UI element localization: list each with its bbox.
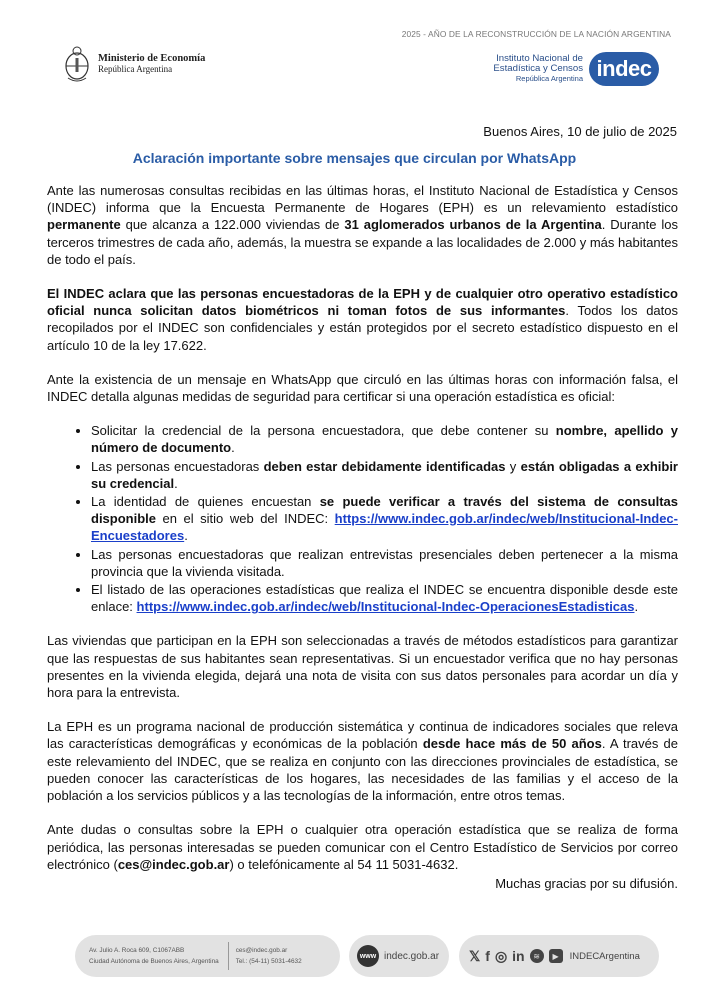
b4-text: Las personas encuestadoras que realizan entrevistas presenciales deben pertenecer a la misma provincia que la vivienda visitada. — [91, 546, 678, 579]
indec-logo: indec — [589, 52, 659, 86]
p2-bold-a: El INDEC aclara que las personas encuestadoras de la EPH y de cualquier otro operativo estadístico oficial nunca solicitan datos biométricos ni toman fotos de sus informantes — [47, 286, 678, 319]
document-title: Aclaración importante sobre mensajes que circulan por WhatsApp — [132, 150, 577, 166]
indec-line1: Instituto Nacional de — [496, 53, 583, 64]
b1-end: . — [231, 440, 235, 456]
ministry-country: República Argentina — [98, 64, 173, 74]
b5-text: El listado de las operaciones estadísticas que realiza el INDEC se encuentra disponible desde este enlace: — [91, 582, 678, 615]
p5-text-c: . A través de este relevamiento del INDEC, que se realiza en conjunto con las direcciones provinciales de estadística, se pueden conocer las características de los hogares, las necesidades de las familias y el acceso de la población a los servicios públicos y a las tecnologías de la información, entre otros temas. — [47, 736, 678, 804]
b2-end: . — [174, 475, 178, 491]
b3-end: . — [184, 528, 188, 544]
list-item — [91, 546, 678, 580]
ministry-name: Ministerio de Economía — [98, 53, 206, 64]
indec-line3: República Argentina — [515, 74, 583, 83]
b1-text: Solicitar la credencial de la persona encuestadora, que debe contener su — [91, 423, 556, 439]
document-body — [47, 182, 678, 892]
paragraph-1 — [47, 182, 678, 268]
b2-text: Las personas encuestadoras — [91, 458, 264, 474]
p5-bold-b: desde hace más de 50 años — [422, 736, 602, 752]
year-motto: 2025 - AÑO DE LA RECONSTRUCCIÓN DE LA NACIÓN ARGENTINA — [401, 29, 671, 39]
indec-line2: Estadística y Censos — [493, 63, 583, 74]
p5-text-a: La EPH es un programa nacional de producción sistemática y continua de indicadores sociales que releva las características demográficas y económicas de la población — [47, 719, 678, 752]
x-icon[interactable]: 𝕏 — [469, 948, 481, 964]
p1-text-e: . Durante los terceros trimestres de cada año, además, la muestra se expande a las localidades de 2.000 y más habitantes de todo el país. — [47, 217, 679, 267]
footer-website[interactable]: indec.gob.ar — [384, 950, 440, 962]
paragraph-4: Las viviendas que participan en la EPH son seleccionadas a través de métodos estadísticos para garantizar que las respuestas de sus habitantes sean representativas. Si un encuestador verifica que no hay personas presentes en la vivienda elegida, dejará una nota de visita con sus datos personales para acordar un día y hora para la entrevista. — [47, 633, 678, 701]
ministry-logo — [62, 44, 205, 84]
spotify-icon[interactable]: ≋ — [530, 949, 544, 963]
p2-text-b: . Todos los datos recopilados por el INDEC son confidenciales y están protegidos por el secreto estadístico dispuesto en el artículo 10 de la ley 17.622. — [47, 303, 679, 353]
footer-divider — [228, 942, 229, 970]
facebook-icon[interactable]: f — [485, 948, 490, 964]
b3-text-2: en el sitio web del INDEC: — [156, 511, 335, 527]
footer-phone: Tel.: (54-11) 5031-4632 — [235, 958, 302, 965]
operaciones-estadisticas-link[interactable]: https://www.indec.gob.ar/indec/web/Institucional-Indec-OperacionesEstadisticas — [136, 599, 635, 615]
list-item — [91, 458, 678, 492]
indec-logo-block — [493, 52, 659, 86]
b2-bold-1: deben estar debidamente identificadas — [263, 458, 506, 474]
list-item — [91, 422, 678, 456]
footer-website-pill[interactable] — [349, 935, 449, 977]
b1-bold: nombre, apellido y número de documento — [91, 423, 678, 456]
linkedin-icon[interactable]: in — [512, 948, 525, 964]
list-item — [91, 581, 678, 615]
b2-text-2: y — [505, 458, 521, 474]
contact-email: ces@indec.gob.ar — [117, 856, 230, 872]
paragraph-6 — [47, 821, 678, 873]
footer-address-line1: Av. Julio A. Roca 609, C1067ABB — [89, 947, 185, 954]
footer-address-pill — [75, 935, 340, 977]
instagram-icon[interactable]: ◎ — [494, 948, 508, 964]
b3-bold: se puede verificar a través del sistema de consultas disponible — [91, 494, 678, 527]
b3-text: La identidad de quienes encuestan — [91, 494, 320, 510]
p1-bold-d: 31 aglomerados urbanos de la Argentina — [344, 217, 602, 233]
list-item — [91, 493, 678, 545]
p1-text-c: que alcanza a 122.000 viviendas de — [120, 217, 345, 233]
social-handle: INDECArgentina — [569, 950, 640, 962]
b5-end: . — [634, 599, 639, 615]
paragraph-5 — [47, 718, 678, 804]
paragraph-3: Ante la existencia de un mensaje en WhatsApp que circuló en las últimas horas con información falsa, el INDEC detalla algunas medidas de seguridad para certificar si una operación estadística es oficial: — [47, 371, 678, 405]
footer-address-line2: Ciudad Autónoma de Buenos Aires, Argentina — [89, 958, 219, 965]
paragraph-2 — [47, 285, 678, 354]
closing-thanks: Muchas gracias por su difusión. — [495, 875, 678, 891]
footer-social-pill — [459, 935, 659, 977]
footer-email: ces@indec.gob.ar — [235, 947, 288, 954]
document-date: Buenos Aires, 10 de julio de 2025 — [483, 124, 677, 139]
p6-text-a: Ante dudas o consultas sobre la EPH o cualquier otra operación estadística que se realiza de forma periódica, las personas interesadas se pueden comunicar con el Centro Estadístico de Servicios por correo electrónico ( — [47, 822, 678, 872]
coat-of-arms-icon — [62, 44, 92, 84]
globe-icon: www — [357, 945, 379, 967]
p6-text-c: ) o telefónicamente al 54 11 5031-4632. — [229, 856, 459, 872]
encuestadores-link[interactable]: https://www.indec.gob.ar/indec/web/Institucional-Indec-Encuestadores — [91, 511, 678, 544]
b2-bold-2: están obligadas a exhibir su credencial — [91, 458, 678, 491]
p1-bold-b: permanente — [47, 217, 121, 233]
p1-text-a: Ante las numerosas consultas recibidas en las últimas horas, el Instituto Nacional de Estadística y Censos (INDEC) informa que la Encuesta Permanente de Hogares (EPH) es un relevamiento estadístico — [47, 183, 678, 216]
footer — [75, 935, 659, 977]
security-measures-list — [47, 422, 678, 615]
youtube-icon[interactable]: ▶ — [549, 949, 563, 963]
